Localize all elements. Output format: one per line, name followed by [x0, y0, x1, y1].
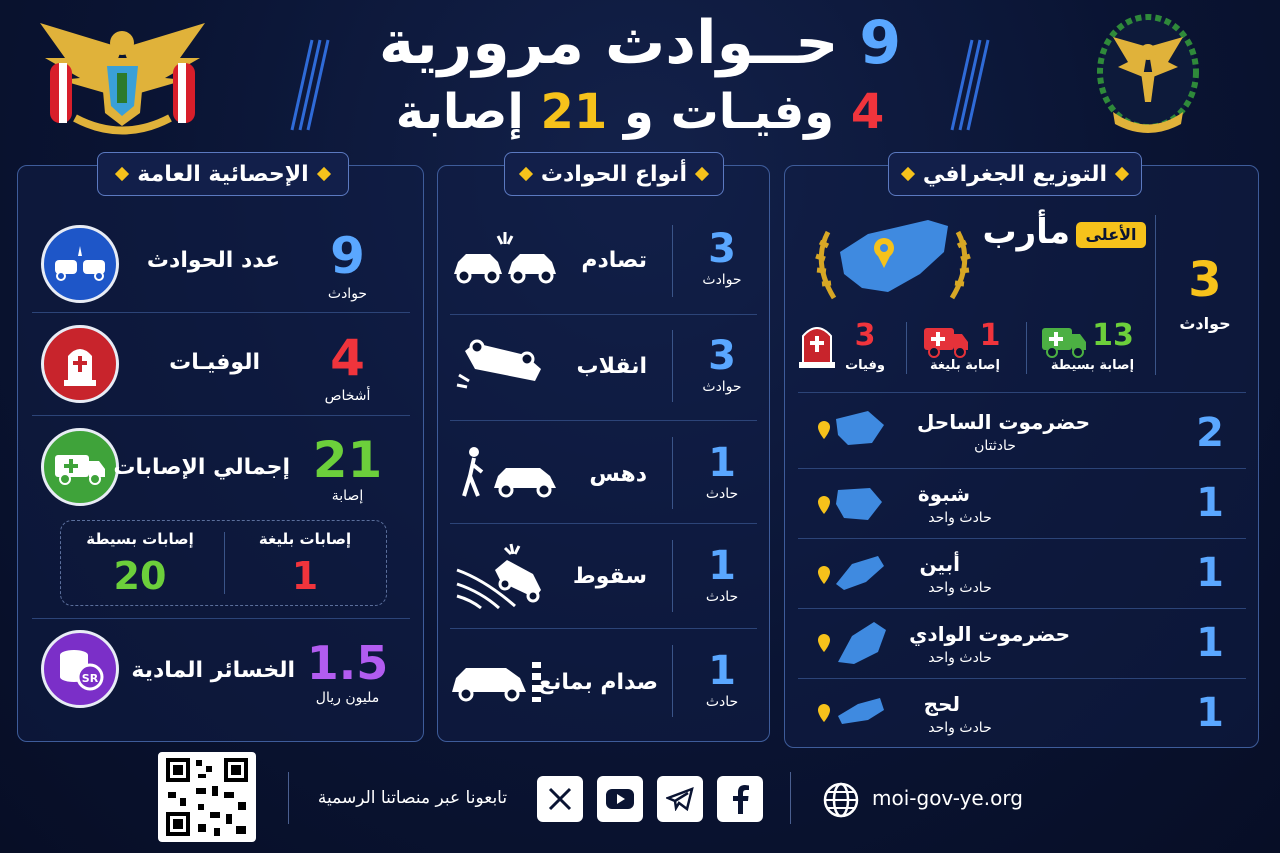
top-governorate-value: 3 [1188, 252, 1222, 308]
geo-title [888, 152, 1142, 196]
website-link[interactable]: moi-gov-ye.org [872, 786, 1023, 810]
accident-types-title-text: أنواع الحوادث [540, 161, 688, 187]
globe-icon [822, 781, 860, 819]
divider [32, 618, 410, 619]
geo-row-sub: حادث واحد [928, 720, 992, 736]
injuries-value: 21 [312, 431, 383, 489]
coins-sr-icon [41, 630, 119, 708]
fall-icon [455, 540, 550, 610]
geo-row-value: 1 [1196, 690, 1224, 736]
losses-value: 1.5 [306, 636, 389, 690]
car-crash-icon [41, 225, 119, 303]
accident-type-label: تصادم [581, 248, 647, 273]
accident-type-value: 3 [708, 333, 736, 379]
injuries-unit: إصابة [331, 488, 364, 504]
divider [672, 437, 673, 509]
diamond-icon [695, 167, 709, 181]
accident-types-title [504, 152, 724, 196]
divider [672, 330, 673, 402]
divider [672, 645, 673, 717]
yemen-map-laurel-icon [808, 212, 978, 304]
geo-title-text: التوزيع الجغرافي [922, 161, 1108, 187]
divider [288, 772, 289, 824]
geo-row-value: 1 [1196, 620, 1224, 666]
headline-casualties [0, 82, 1280, 142]
geo-row-sub: حادث واحد [928, 650, 992, 666]
divider [32, 415, 410, 416]
youtube-icon[interactable] [597, 776, 643, 822]
accident-type-value: 1 [708, 440, 736, 486]
top-minor-value: 13 [1092, 318, 1134, 353]
minor-injuries-value: 20 [113, 554, 167, 598]
accident-type-unit: حادث [705, 589, 739, 605]
headline-injuries-text: إصابة [395, 84, 524, 140]
diamond-icon [901, 167, 915, 181]
accident-type-label: صدام بمانع [538, 670, 658, 695]
barrier-icon [450, 658, 545, 706]
deaths-unit: أشخاص [324, 388, 371, 404]
top-minor-label: إصابة بسيطة [1050, 358, 1135, 373]
accident-type-value: 1 [708, 543, 736, 589]
divider [798, 608, 1246, 609]
svg-text:SR: SR [81, 672, 99, 685]
deaths-value: 4 [330, 329, 365, 387]
headline-deaths-number: 4 [850, 84, 885, 140]
accident-type-unit: حادث [705, 694, 739, 710]
accidents-label: عدد الحوادث [146, 248, 280, 273]
collision-icon [450, 230, 560, 290]
qr-code[interactable] [158, 752, 256, 842]
divider [224, 532, 225, 594]
divider [798, 468, 1246, 469]
serious-injuries-label: إصابات بليغة [258, 530, 352, 548]
divider [798, 392, 1246, 393]
follow-text: تابعونا عبر منصاتنا الرسمية [317, 788, 508, 808]
geo-row-name: أبين [919, 552, 960, 576]
accident-type-unit: حوادث [702, 379, 742, 395]
diamond-icon [115, 167, 129, 181]
divider [672, 540, 673, 612]
accident-type-label: انقلاب [576, 354, 647, 379]
losses-label: الخسائر المادية [131, 658, 295, 683]
ambulance-icon [41, 428, 119, 506]
top-badge: الأعلى [1076, 222, 1146, 248]
headline-accidents-number: 9 [859, 8, 902, 78]
general-stats-title-text: الإحصائية العامة [137, 161, 309, 187]
deaths-label: الوفيـات [169, 350, 260, 375]
map-pin-region-icon [808, 405, 888, 451]
top-serious-value: 1 [979, 318, 1001, 353]
headline-deaths-text: وفيـات و [624, 84, 835, 140]
divider [790, 772, 791, 824]
divider [798, 678, 1246, 679]
divider [1026, 322, 1027, 374]
geo-row-name: حضرموت الوادي [909, 622, 1070, 646]
divider [1155, 215, 1156, 375]
map-pin-region-icon [808, 688, 888, 734]
headline-accidents [0, 8, 1280, 78]
headline-accidents-text: حــوادث مرورية [378, 8, 839, 78]
diamond-icon [519, 167, 533, 181]
diamond-icon [1115, 167, 1129, 181]
divider [450, 523, 757, 524]
divider [450, 628, 757, 629]
top-governorate-name: مأرب [982, 212, 1070, 252]
accidents-unit: حوادث [327, 286, 368, 302]
accident-type-value: 3 [708, 226, 736, 272]
divider [672, 225, 673, 297]
accident-type-value: 1 [708, 648, 736, 694]
telegram-icon[interactable] [657, 776, 703, 822]
divider [32, 312, 410, 313]
tombstone-icon [797, 322, 837, 368]
divider [906, 322, 907, 374]
tombstone-icon [41, 325, 119, 403]
geo-row-value: 1 [1196, 550, 1224, 596]
x-icon[interactable] [537, 776, 583, 822]
geo-row-sub: حادثتان [974, 438, 1016, 454]
geo-row-value: 1 [1196, 480, 1224, 526]
geo-row-name: لحج [923, 692, 960, 716]
top-serious-label: إصابة بليغة [930, 358, 1000, 373]
accidents-value: 9 [330, 227, 365, 285]
ambulance-icon [1040, 324, 1088, 358]
accident-type-label: سقوط [572, 564, 647, 589]
losses-unit: مليون ريال [315, 690, 380, 706]
top-deaths-label: وفيات [845, 358, 885, 373]
accident-type-unit: حادث [705, 486, 739, 502]
top-deaths-value: 3 [854, 318, 876, 353]
map-pin-region-icon [808, 480, 888, 526]
accident-type-label: دهس [589, 462, 647, 487]
top-governorate-unit: حوادث [1179, 314, 1231, 333]
serious-injuries-value: 1 [291, 554, 319, 598]
general-stats-title [97, 152, 349, 196]
ambulance-icon [922, 324, 970, 358]
accident-type-unit: حوادث [702, 272, 742, 288]
geo-row-sub: حادث واحد [928, 510, 992, 526]
facebook-icon[interactable] [717, 776, 763, 822]
map-pin-region-icon [808, 618, 888, 668]
divider [798, 538, 1246, 539]
geo-row-sub: حادث واحد [928, 580, 992, 596]
pedestrian-icon [460, 446, 560, 500]
divider [450, 420, 757, 421]
minor-injuries-label: إصابات بسيطة [86, 530, 194, 548]
map-pin-region-icon [808, 550, 888, 596]
diamond-icon [317, 167, 331, 181]
geo-row-name: حضرموت الساحل [916, 410, 1090, 434]
geo-row-value: 2 [1196, 410, 1224, 456]
headline-injuries-number: 21 [540, 84, 608, 140]
geo-row-name: شبوة [917, 482, 970, 506]
divider [450, 314, 757, 315]
rollover-icon [455, 335, 550, 395]
injuries-label: إجمالي الإصابات [113, 455, 290, 480]
